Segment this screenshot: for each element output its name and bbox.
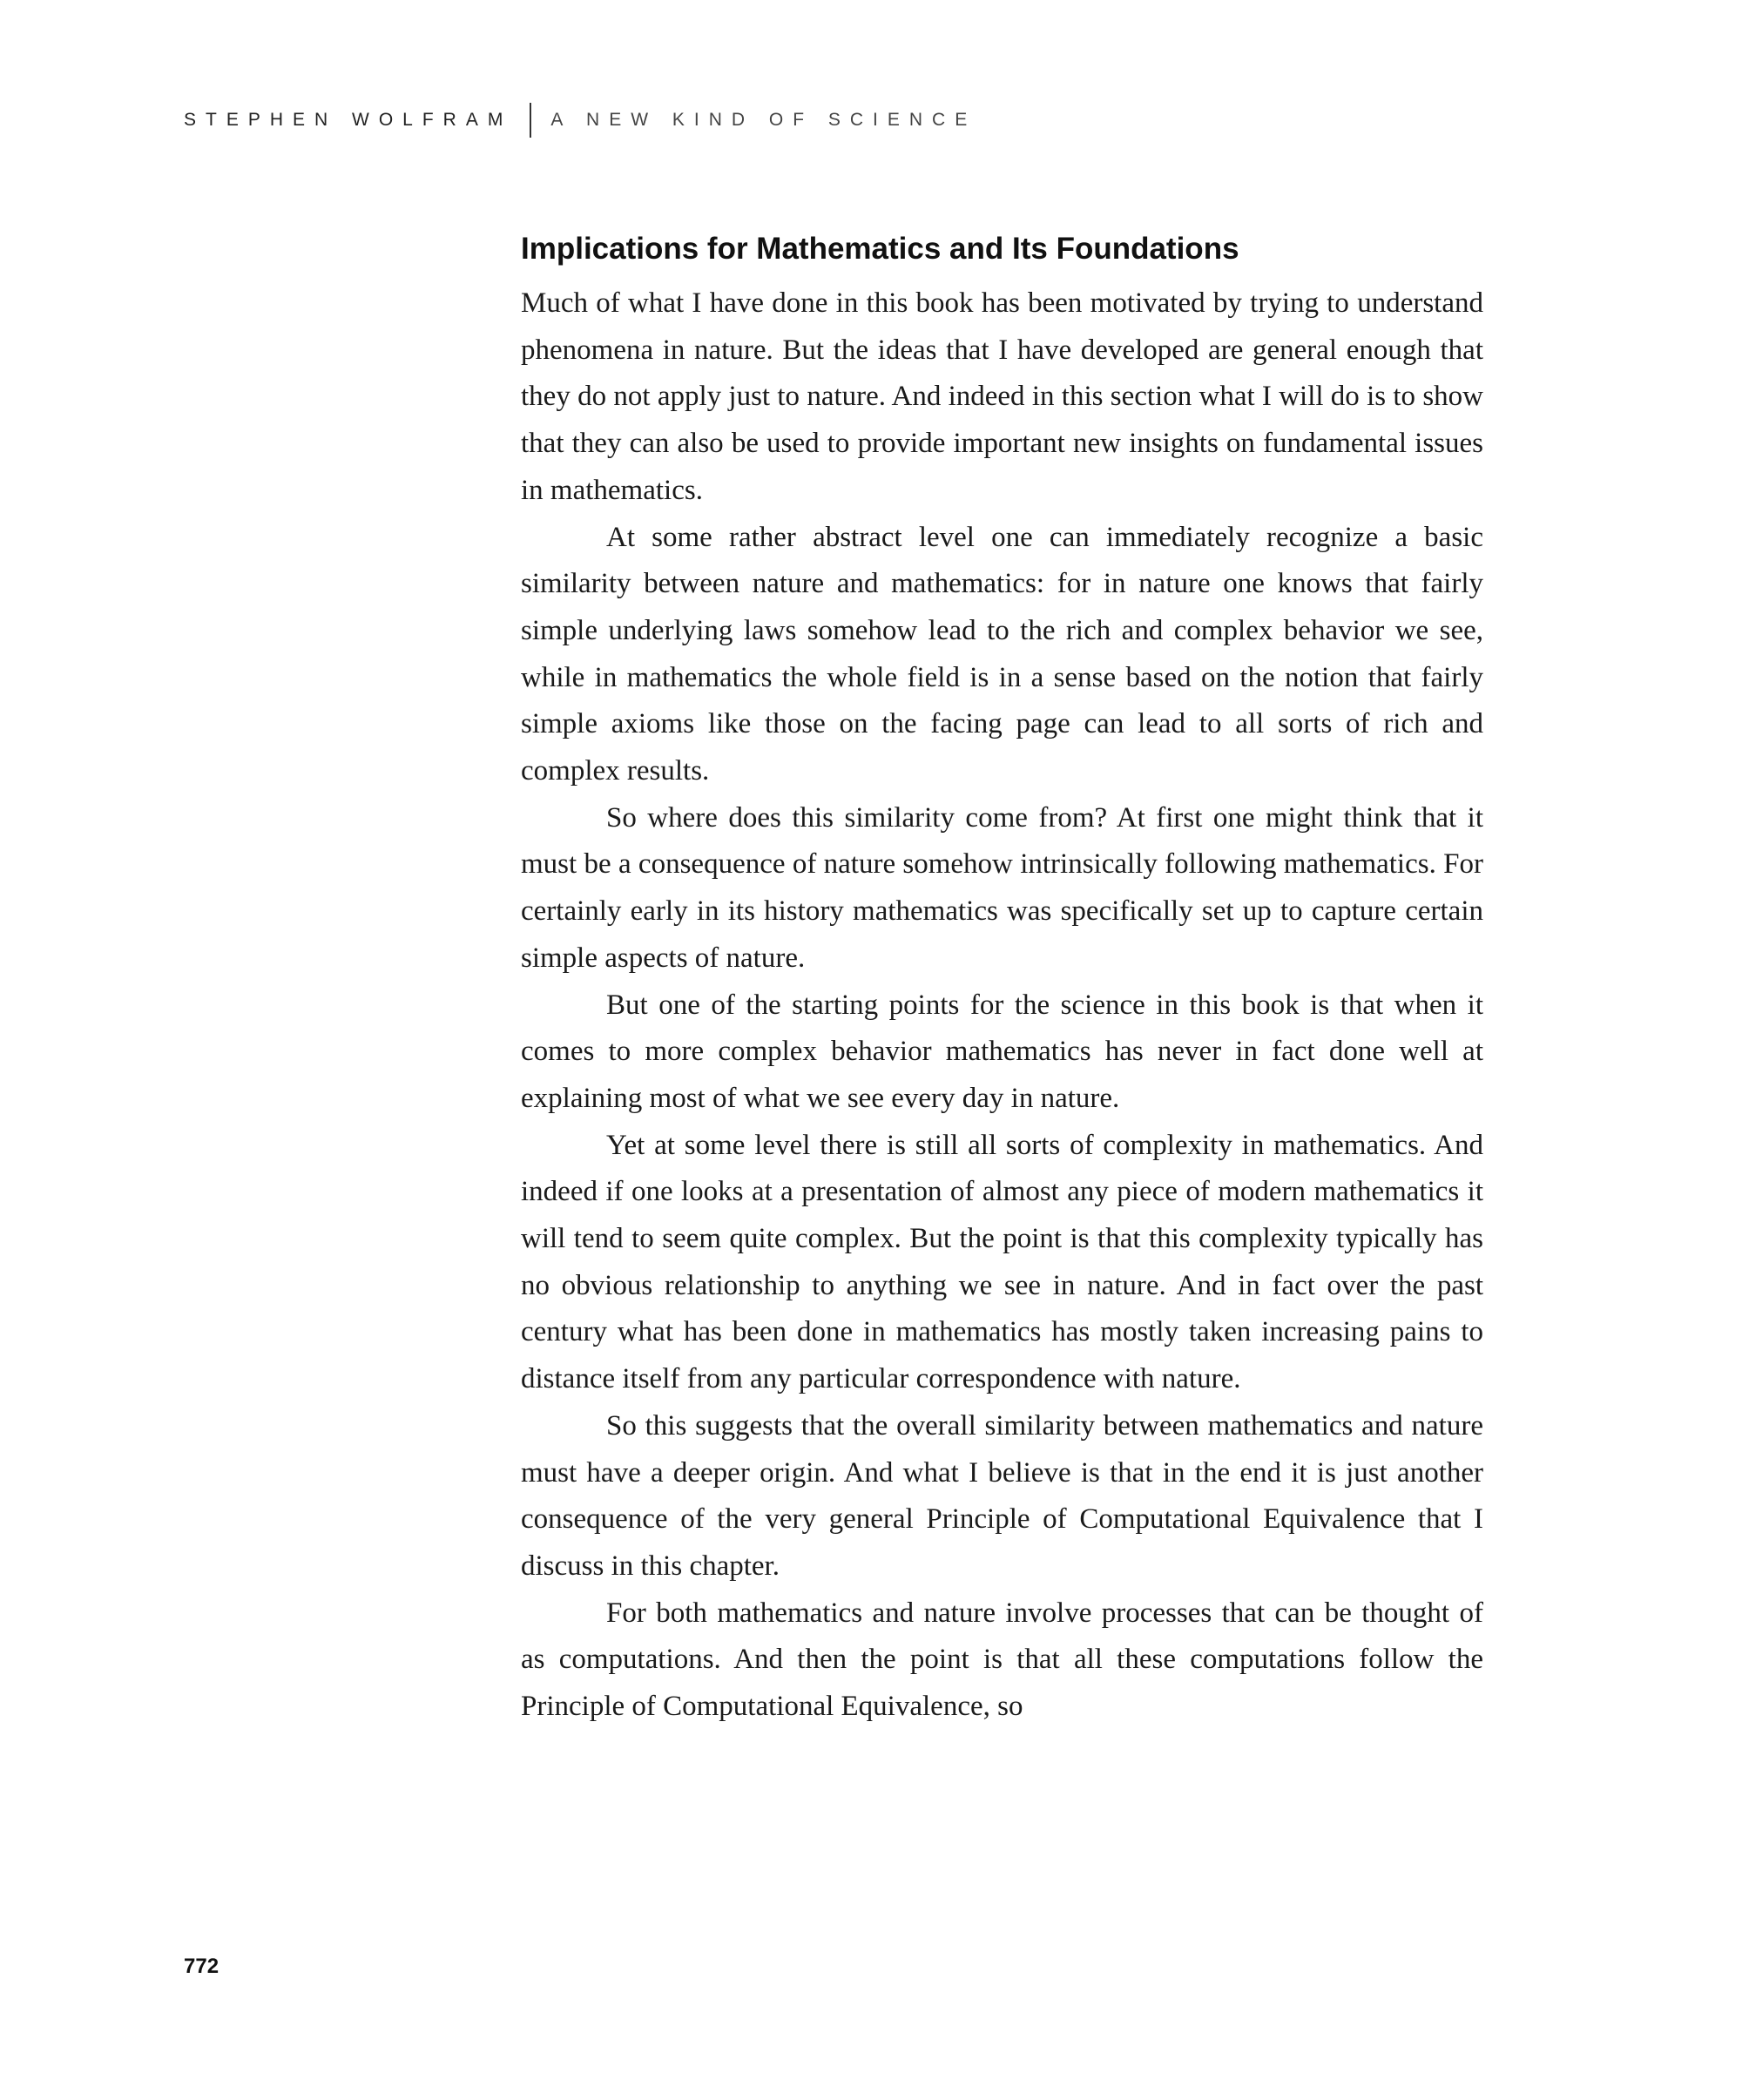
main-content — [521, 225, 1483, 1731]
paragraph-6: So this suggests that the overall similarity between mathematics and nature must have a deeper origin. And what I believe is that in the end it is just another consequence of the very general Principle of Computational Equivalence that I discuss in this chapter. — [521, 1409, 1483, 1582]
paragraph-4: But one of the starting points for the science in this book is that when it comes to more complex behavior mathematics has never in fact done well at explaining most of what we see every day in nature. — [521, 989, 1483, 1114]
section-title: Implications for Mathematics and Its Foundations — [521, 232, 1239, 266]
page-number: 772 — [184, 1955, 219, 1978]
paragraph-2: At some rather abstract level one can immediately recognize a basic similarity between nature and mathematics: for in nature one knows that fairly simple underlying laws somehow lead to the rich and complex behavior we see, while in mathematics the whole field is in a sense based on the notion that fairly simple axioms like those on the facing page can lead to all sorts of rich and complex results. — [521, 521, 1483, 787]
paragraph-3: So where does this similarity come from? At first one might think that it must be a consequence of nature somehow intrinsically following mathematics. For certainly early in its history mathematics was specifically set up to capture certain simple aspects of nature. — [521, 801, 1483, 974]
paragraph-5: Yet at some level there is still all sorts of complexity in mathematics. And indeed if one looks at a presentation of almost any piece of modern mathematics it will tend to seem quite complex. But the point is that this complexity typically has no obvious relationship to anything we see in nature. And in fact over the past century what has been done in mathematics has mostly taken increasing pains to distance itself from any particular correspondence with nature. — [521, 1129, 1483, 1395]
running-head-book-title: A NEW KIND OF SCIENCE — [550, 110, 977, 130]
running-head — [184, 103, 976, 138]
paragraph-7: For both mathematics and nature involve processes that can be thought of as computations. And then the point is that all these computations follow the Principle of Computational Equivalence, so — [521, 1597, 1483, 1723]
body-text — [521, 280, 1483, 1731]
paragraph-1: Much of what I have done in this book has been motivated by trying to understand phenomena in nature. But the ideas that I have developed are general enough that they do not apply just to nature. And indeed in this section what I will do is to show that they can also be used to provide important new insights on fundamental issues in mathematics. — [521, 287, 1483, 506]
running-head-divider — [530, 103, 531, 138]
running-head-author: STEPHEN WOLFRAM — [184, 110, 513, 130]
